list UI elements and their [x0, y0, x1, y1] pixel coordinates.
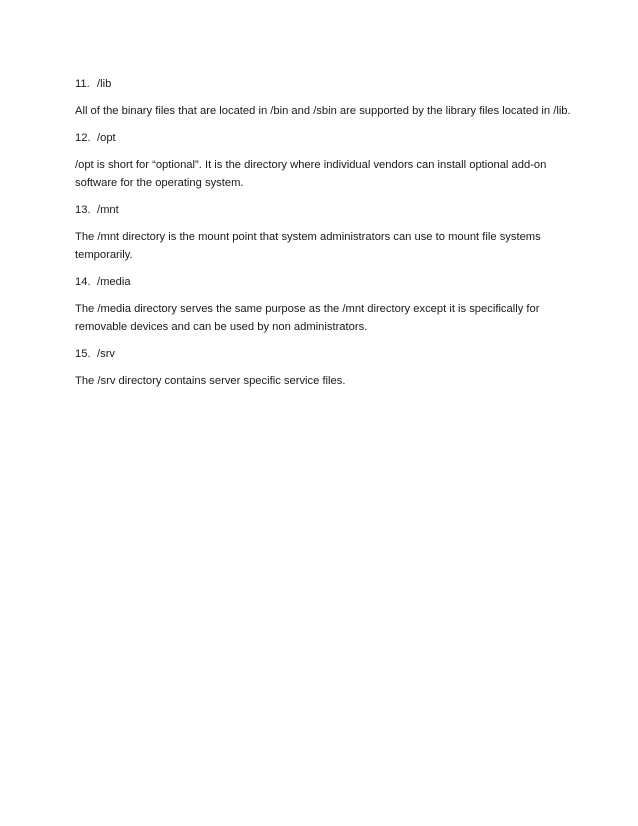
section-title: /lib: [97, 78, 112, 90]
section-number: 11.: [75, 78, 90, 90]
section-number: 12.: [75, 132, 91, 144]
section-title: /srv: [97, 348, 116, 360]
section-heading-opt: [75, 129, 575, 147]
section-title: /mnt: [97, 204, 119, 216]
section-body-lib: All of the binary files that are located in /bin and /sbin are supported by the library files located in /lib.: [75, 105, 571, 117]
section-number: 14.: [75, 276, 91, 288]
section-body-opt: /opt is short for “optional”. It is the directory where individual vendors can install optional add-on software for the operating system.: [75, 159, 547, 189]
section-body-media: The /media directory serves the same purpose as the /mnt directory except it is specifically for removable devices and can be used by non administrators.: [75, 303, 540, 333]
document-content: [75, 75, 575, 399]
section-number: 13.: [75, 204, 91, 216]
section-number: 15.: [75, 348, 91, 360]
section-title: /media: [97, 276, 131, 288]
section-title: /opt: [97, 132, 116, 144]
section-heading-lib: [75, 75, 575, 93]
section-heading-media: [75, 273, 575, 291]
section-heading-mnt: [75, 201, 575, 219]
section-body-srv: The /srv directory contains server specific service files.: [75, 375, 346, 387]
section-body-mnt: The /mnt directory is the mount point that system administrators can use to mount file systems temporarily.: [75, 231, 541, 261]
section-heading-srv: [75, 345, 575, 363]
